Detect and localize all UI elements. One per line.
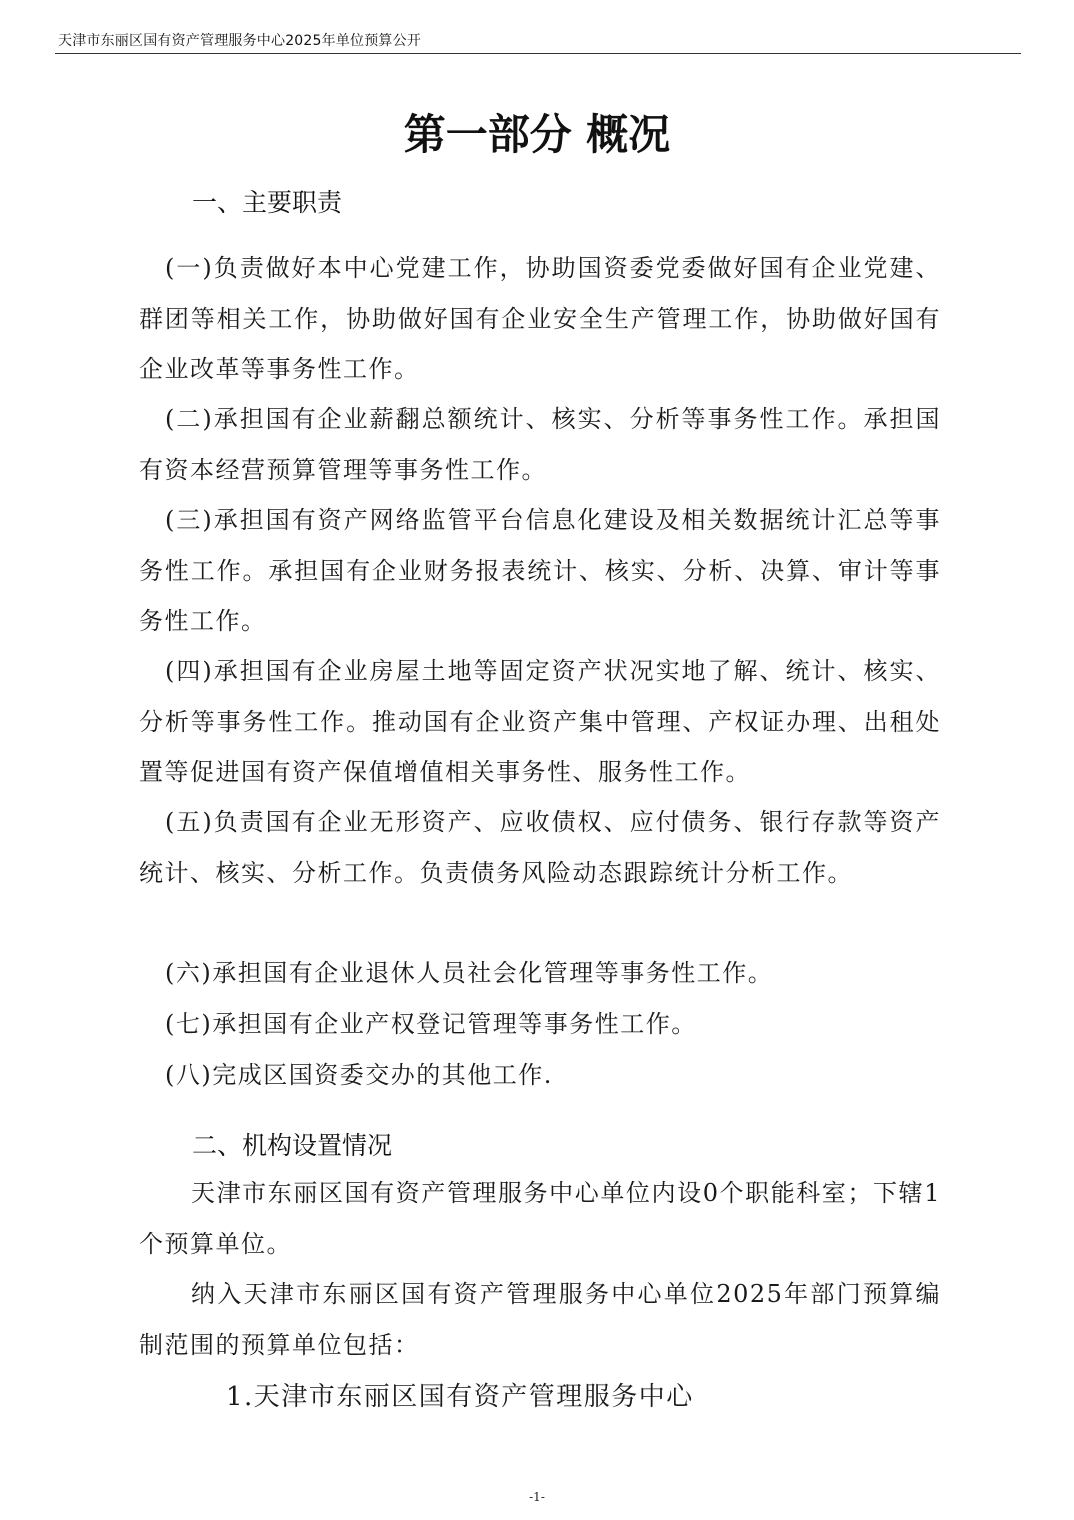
section-heading-organization: 二、机构设置情况 [192, 1131, 393, 1160]
part-title: 第一部分 概况 [403, 110, 671, 159]
section-heading-duties: 一、主要职责 [192, 188, 343, 217]
budget-unit-list-item: 1.天津市东丽区国有资产管理服务中心 [226, 1382, 694, 1412]
duty-paragraph-5: (五)负责国有企业无形资产、应收债权、应付债务、银行存款等资产统计、核实、分析工作。负责债务风险动态跟踪统计分析工作。 [139, 808, 941, 887]
header-rule [55, 53, 1021, 54]
duty-paragraph-4: (四)承担国有企业房屋土地等固定资产状况实地了解、统计、核实、分析等事务性工作。推动国有企业资产集中管理、产权证办理、出租处置等促进国有资产保值增值相关事务性、服务性工作。 [139, 657, 941, 786]
page-number: -1- [529, 1490, 545, 1504]
duty-paragraph-6: (六)承担国有企业退休人员社会化管理等事务性工作。 [165, 959, 774, 987]
duty-paragraph-8: (八)完成区国资委交办的其他工作. [165, 1061, 553, 1089]
duty-paragraph-3: (三)承担国有资产网络监管平台信息化建设及相关数据统计汇总等事务性工作。承担国有企业财务报表统计、核实、分析、决算、审计等事务性工作。 [139, 506, 941, 635]
duty-paragraph-7: (七)承担国有企业产权登记管理等事务性工作。 [165, 1010, 697, 1038]
organization-paragraph-2: 纳入天津市东丽区国有资产管理服务中心单位2025年部门预算编制范围的预算单位包括： [139, 1280, 941, 1359]
duty-paragraph-1: (一)负责做好本中心党建工作，协助国资委党委做好国有企业党建、群团等相关工作，协助做好国有企业安全生产管理工作，协助做好国有企业改革等事务性工作。 [139, 254, 941, 383]
organization-paragraph-1: 天津市东丽区国有资产管理服务中心单位内设0个职能科室；下辖1个预算单位。 [139, 1179, 941, 1258]
duty-paragraph-2: (二)承担国有企业薪翻总额统计、核实、分析等事务性工作。承担国有资本经营预算管理等事务性工作。 [139, 405, 941, 484]
running-header: 天津市东丽区国有资产管理服务中心2025年单位预算公开 [58, 33, 422, 49]
